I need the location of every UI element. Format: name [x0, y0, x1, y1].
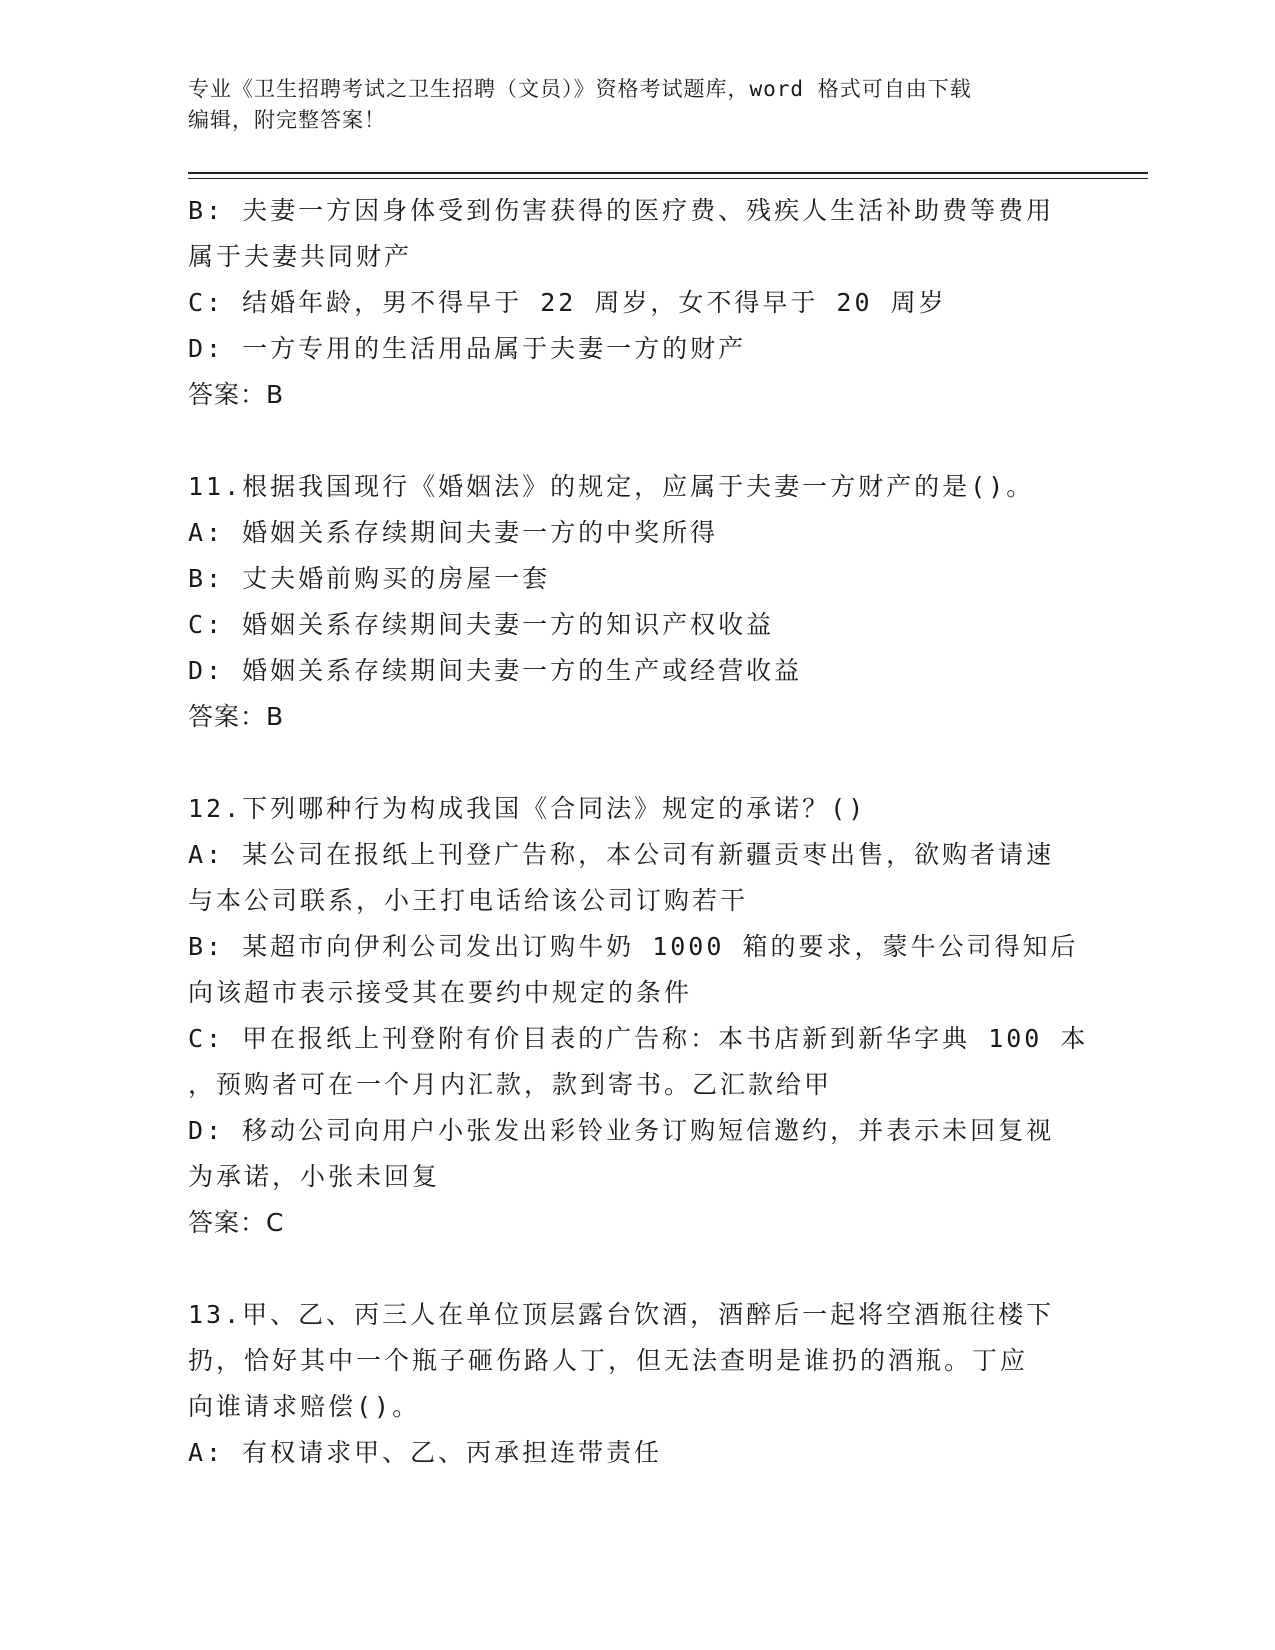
question-content	[188, 188, 1088, 1476]
answer-label: 答案：C	[188, 1208, 285, 1237]
option-d: D: 一方专用的生活用品属于夫妻一方的财产	[188, 334, 747, 363]
option-b-line-1: B: 某超市向伊利公司发出订购牛奶 1000 箱的要求，蒙牛公司得知后	[188, 932, 1079, 961]
option-d-line-1: D: 移动公司向用户小张发出彩铃业务订购短信邀约，并表示未回复视	[188, 1116, 1055, 1145]
question-stem: 11.根据我国现行《婚姻法》的规定，应属于夫妻一方财产的是()。	[188, 472, 1035, 501]
option-c-line-1: C: 甲在报纸上刊登附有价目表的广告称：本书店新到新华字典 100 本	[188, 1024, 1089, 1053]
spacer	[188, 1246, 1088, 1292]
question-stem-line-2: 扔，恰好其中一个瓶子砸伤路人丁，但无法查明是谁扔的酒瓶。丁应	[188, 1346, 1029, 1375]
option-d-line-2: 为承诺，小张未回复	[188, 1162, 441, 1191]
header-divider-thin	[188, 178, 1148, 179]
option-b-line-2: 属于夫妻共同财产	[188, 242, 413, 271]
document-header	[188, 74, 1088, 136]
header-line-1: 专业《卫生招聘考试之卫生招聘（文员）》资格考试题库，word 格式可自由下载	[188, 77, 972, 101]
option-b-line-2: 向该超市表示接受其在要约中规定的条件	[188, 978, 693, 1007]
option-a-line-2: 与本公司联系，小王打电话给该公司订购若干	[188, 886, 749, 915]
option-b-line-1: B: 夫妻一方因身体受到伤害获得的医疗费、残疾人生活补助费等费用	[188, 196, 1055, 225]
option-c: C: 婚姻关系存续期间夫妻一方的知识产权收益	[188, 610, 775, 639]
question-stem-line-1: 13.甲、乙、丙三人在单位顶层露台饮酒，酒醉后一起将空酒瓶往楼下	[188, 1300, 1055, 1329]
question-12	[188, 786, 1088, 1246]
question-13	[188, 1292, 1088, 1476]
question-stem-line-3: 向谁请求赔偿()。	[188, 1392, 421, 1421]
header-divider-thick	[188, 172, 1148, 174]
option-b: B: 丈夫婚前购买的房屋一套	[188, 564, 551, 593]
question-stem: 12.下列哪种行为构成我国《合同法》规定的承诺？()	[188, 794, 867, 823]
spacer	[188, 740, 1088, 786]
option-c-line-2: ，预购者可在一个月内汇款，款到寄书。乙汇款给甲	[188, 1070, 833, 1099]
option-a: A: 婚姻关系存续期间夫妻一方的中奖所得	[188, 518, 719, 547]
spacer	[188, 418, 1088, 464]
option-c: C: 结婚年龄，男不得早于 22 周岁，女不得早于 20 周岁	[188, 288, 947, 317]
question-10-tail	[188, 188, 1088, 418]
header-line-2: 编辑，附完整答案！	[188, 108, 386, 132]
option-a: A: 有权请求甲、乙、丙承担连带责任	[188, 1438, 663, 1467]
option-a-line-1: A: 某公司在报纸上刊登广告称，本公司有新疆贡枣出售，欲购者请速	[188, 840, 1055, 869]
answer-label: 答案：B	[188, 702, 285, 731]
question-11	[188, 464, 1088, 740]
option-d: D: 婚姻关系存续期间夫妻一方的生产或经营收益	[188, 656, 803, 685]
answer-label: 答案：B	[188, 380, 285, 409]
